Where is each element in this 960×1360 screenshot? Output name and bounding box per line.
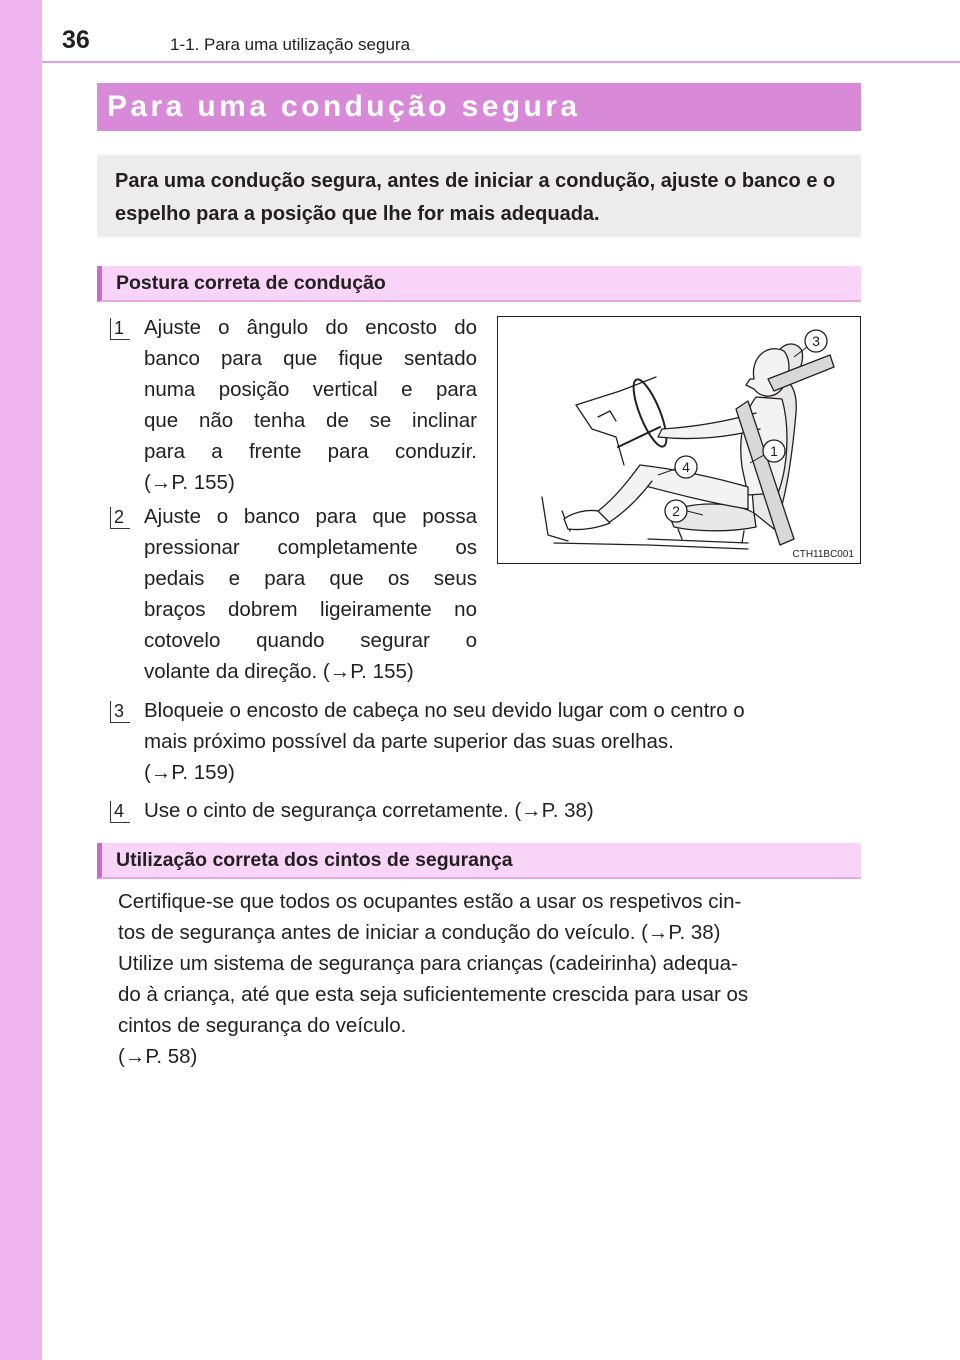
seatbelt-line-2: tos de segurança antes de iniciar a condução do veículo. (→P. 38)	[118, 921, 721, 944]
step-marker-4: 4	[110, 801, 130, 823]
driving-posture-illustration	[497, 316, 861, 564]
callout-label-2: 2	[672, 503, 680, 519]
header-rule	[42, 61, 960, 63]
seatbelt-line-3: Utilize um sistema de segurança para crianças (cadeirinha) adequa-	[118, 952, 738, 975]
driver-seat-drawing	[498, 317, 860, 563]
seatbelt-line-4: do à criança, até que esta seja suficientemente crescida para usar os	[118, 983, 749, 1006]
callout-label-3: 3	[812, 333, 820, 349]
step-marker-1: 1	[110, 318, 130, 340]
step-2-line-2: pressionar completamente os	[144, 536, 477, 559]
callout-label-4: 4	[682, 459, 690, 475]
step-3-reference: (→P. 159)	[144, 761, 235, 784]
seatbelt-line-1: Certifique-se que todos os ocupantes estão a usar os respetivos cin-	[118, 890, 742, 913]
step-1-line-2: banco para que fique sentado	[144, 347, 477, 370]
step-3-text	[144, 695, 860, 788]
subhead-seatbelts: Utilização correta dos cintos de segurança	[97, 843, 861, 879]
step-1-line-3: numa posição vertical e para	[144, 378, 477, 401]
intro-text: Para uma condução segura, antes de iniciar a condução, ajuste o banco e o espelho para a posição que lhe for mais adequada.	[115, 170, 836, 225]
step-2-text	[144, 501, 477, 687]
step-1-text	[144, 312, 477, 498]
section-title: Para uma condução segura	[107, 90, 581, 123]
step-1-line-5: para a frente para conduzir.	[144, 440, 477, 463]
intro-box	[97, 155, 861, 237]
running-header: 1-1. Para uma utilização segura	[170, 35, 411, 54]
step-2-reference: volante da direção. (→P. 155)	[144, 660, 414, 683]
left-color-band	[0, 0, 42, 1360]
step-2-line-3: pedais e para que os seus	[144, 567, 477, 590]
step-2-line-4: braços dobrem ligeiramente no	[144, 598, 477, 621]
callout-label-1: 1	[770, 443, 778, 459]
section-title-bar	[97, 83, 861, 131]
step-marker-2: 2	[110, 507, 130, 529]
step-marker-3: 3	[110, 701, 130, 723]
page-number: 36	[62, 26, 90, 54]
step-2-line-1: Ajuste o banco para que possa	[144, 505, 477, 528]
step-3-line-1: Bloqueie o encosto de cabeça no seu devido lugar com o centro o	[144, 699, 745, 722]
seatbelt-reference: (→P. 58)	[118, 1045, 198, 1068]
step-1-line-4: que não tenha de se inclinar	[144, 409, 477, 432]
subhead-posture: Postura correta de condução	[97, 266, 861, 302]
seatbelt-instructions	[118, 886, 858, 1072]
step-2-line-5: cotovelo quando segurar o	[144, 629, 477, 652]
step-1-line-1: Ajuste o ângulo do encosto do	[144, 316, 477, 339]
seatbelt-line-5: cintos de segurança do veículo.	[118, 1014, 407, 1037]
step-1-reference: (→P. 155)	[144, 471, 235, 494]
step-4-text: Use o cinto de segurança corretamente. (→P. 38)	[144, 799, 594, 822]
step-3-line-2: mais próximo possível da parte superior das suas orelhas.	[144, 730, 674, 753]
illustration-code: CTH11BC001	[792, 549, 854, 560]
